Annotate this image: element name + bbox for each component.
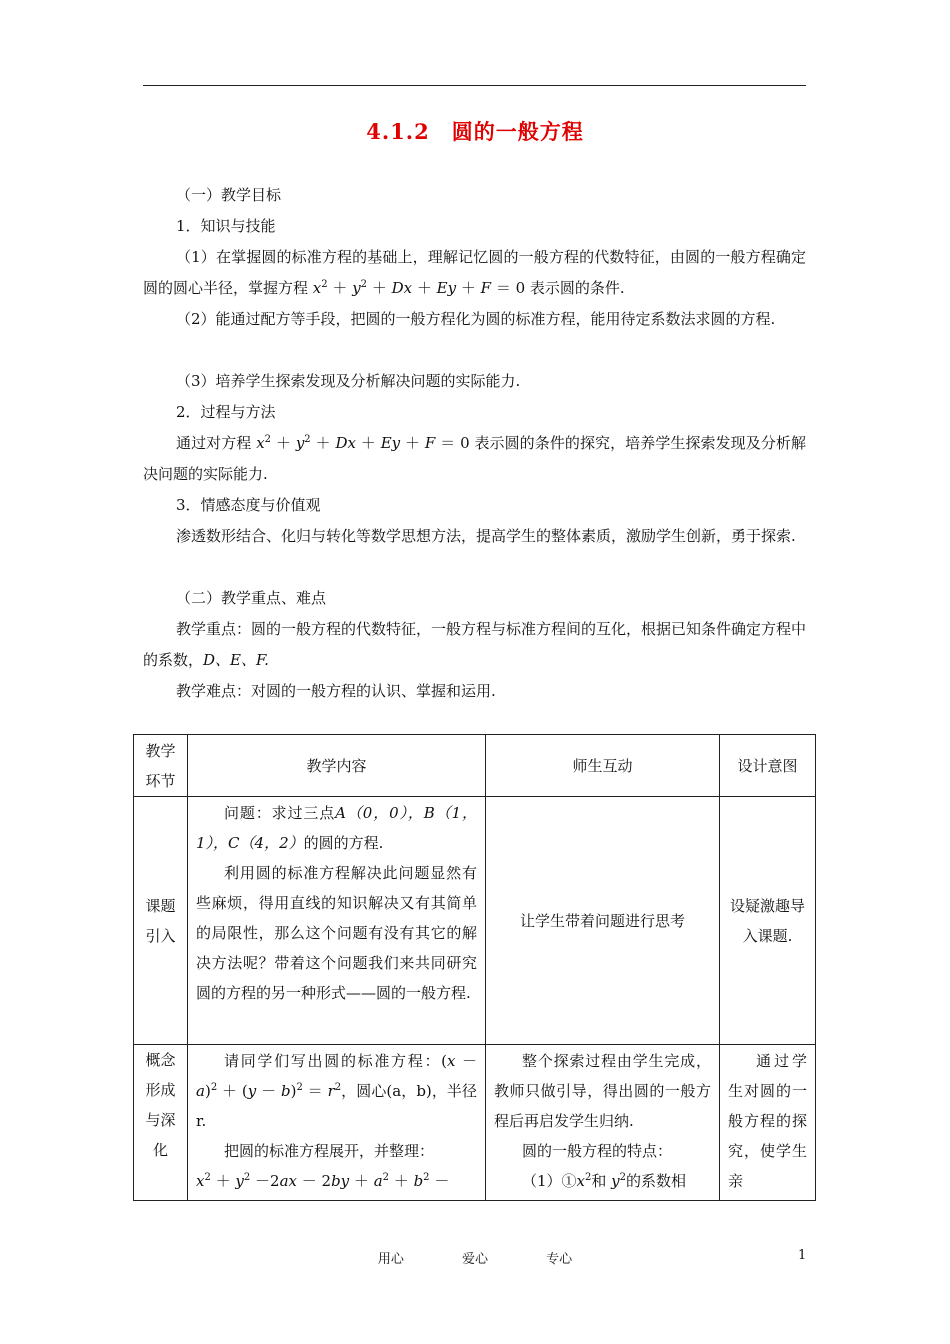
purpose-cell: 通过学生对圆的一般方程的探究，使学生亲 xyxy=(720,1045,816,1201)
paragraph-knowledge-3: （3）培养学生探索发现及分析解决问题的实际能力. xyxy=(176,372,521,390)
header-rule xyxy=(143,85,806,86)
header-purpose: 设计意图 xyxy=(720,735,816,797)
interaction-cell: 让学生带着问题进行思考 xyxy=(486,797,720,1045)
table-header-row xyxy=(134,735,816,797)
section-heading-objectives: （一）教学目标 xyxy=(176,186,282,204)
page-number: 1 xyxy=(798,1248,807,1263)
paragraph-process: 通过对方程 $x^2 + y^2 + Dx + Ey + F = 0$ 表示圆的条件的探究，培养学生探索发现及分析解决问题的实际能力. xyxy=(143,434,806,483)
content-cell: 请同学们写出圆的标准方程：$(x - a)^2 + (y - b)^2 = r^2$，圆心(a，b)，半径 r. 把圆的标准方程展开，并整理： $x^2 + y^2 -2ax - 2by + a^2 + b^2$ － xyxy=(188,1045,486,1201)
header-stage: 教学环节 xyxy=(134,735,188,797)
paragraph-difficulties: 教学难点：对圆的一般方程的认识、掌握和运用. xyxy=(176,682,496,700)
table-row xyxy=(134,797,816,1045)
footer-word: 专心 xyxy=(546,1252,573,1267)
footer-word: 用心 xyxy=(377,1252,404,1267)
stage-cell: 概念形成与深化 xyxy=(134,1045,188,1201)
subheading-knowledge: 1．知识与技能 xyxy=(176,217,276,235)
content-cell: 问题：求过三点A（0，0），B（1，1），C（4，2）的圆的方程. 利用圆的标准方程解决此问题显然有些麻烦，得用直线的知识解决又有其简单的局限性，那么这个问题有没有其它的解决方法呢？带着这个问题我们来共同研究圆的方程的另一种形式——圆的一般方程. xyxy=(188,797,486,1045)
interaction-cell: 整个探索过程由学生完成，教师只做引导，得出圆的一般方程后再启发学生归纳. 圆的一般方程的特点： $(1)①x^2$和 $y^2$的系数相 xyxy=(486,1045,720,1201)
paragraph-knowledge-1: （1）在掌握圆的标准方程的基础上，理解记忆圆的一般方程的代数特征，由圆的一般方程确定圆的圆心半径，掌握方程 $x^2 + y^2 + Dx + Ey + F = 0$ 表示圆的条件. xyxy=(143,248,806,297)
subheading-process: 2．过程与方法 xyxy=(176,403,276,421)
footer-motto xyxy=(0,1248,950,1267)
table-row xyxy=(134,1045,816,1201)
lesson-plan-table xyxy=(133,734,816,1201)
paragraph-key-points: 教学重点：圆的一般方程的代数特征，一般方程与标准方程间的互化，根据已知条件确定方程中的系数，D、E、F. xyxy=(143,620,807,669)
stage-cell: 课题引入 xyxy=(134,797,188,1045)
subheading-attitude: 3．情感态度与价值观 xyxy=(176,496,321,514)
paragraph-knowledge-2: （2）能通过配方等手段，把圆的一般方程化为圆的标准方程，能用待定系数法求圆的方程. xyxy=(176,310,776,328)
header-interaction: 师生互动 xyxy=(486,735,720,797)
page-title: 4.1.2 圆的一般方程 xyxy=(366,119,584,144)
header-content: 教学内容 xyxy=(188,735,486,797)
paragraph-attitude: 渗透数形结合、化归与转化等数学思想方法，提高学生的整体素质，激励学生创新，勇于探索. xyxy=(176,527,796,545)
section-heading-keypoints: （二）教学重点、难点 xyxy=(176,589,327,607)
footer-word: 爱心 xyxy=(461,1252,488,1267)
purpose-cell: 设疑激趣导入课题. xyxy=(720,797,816,1045)
